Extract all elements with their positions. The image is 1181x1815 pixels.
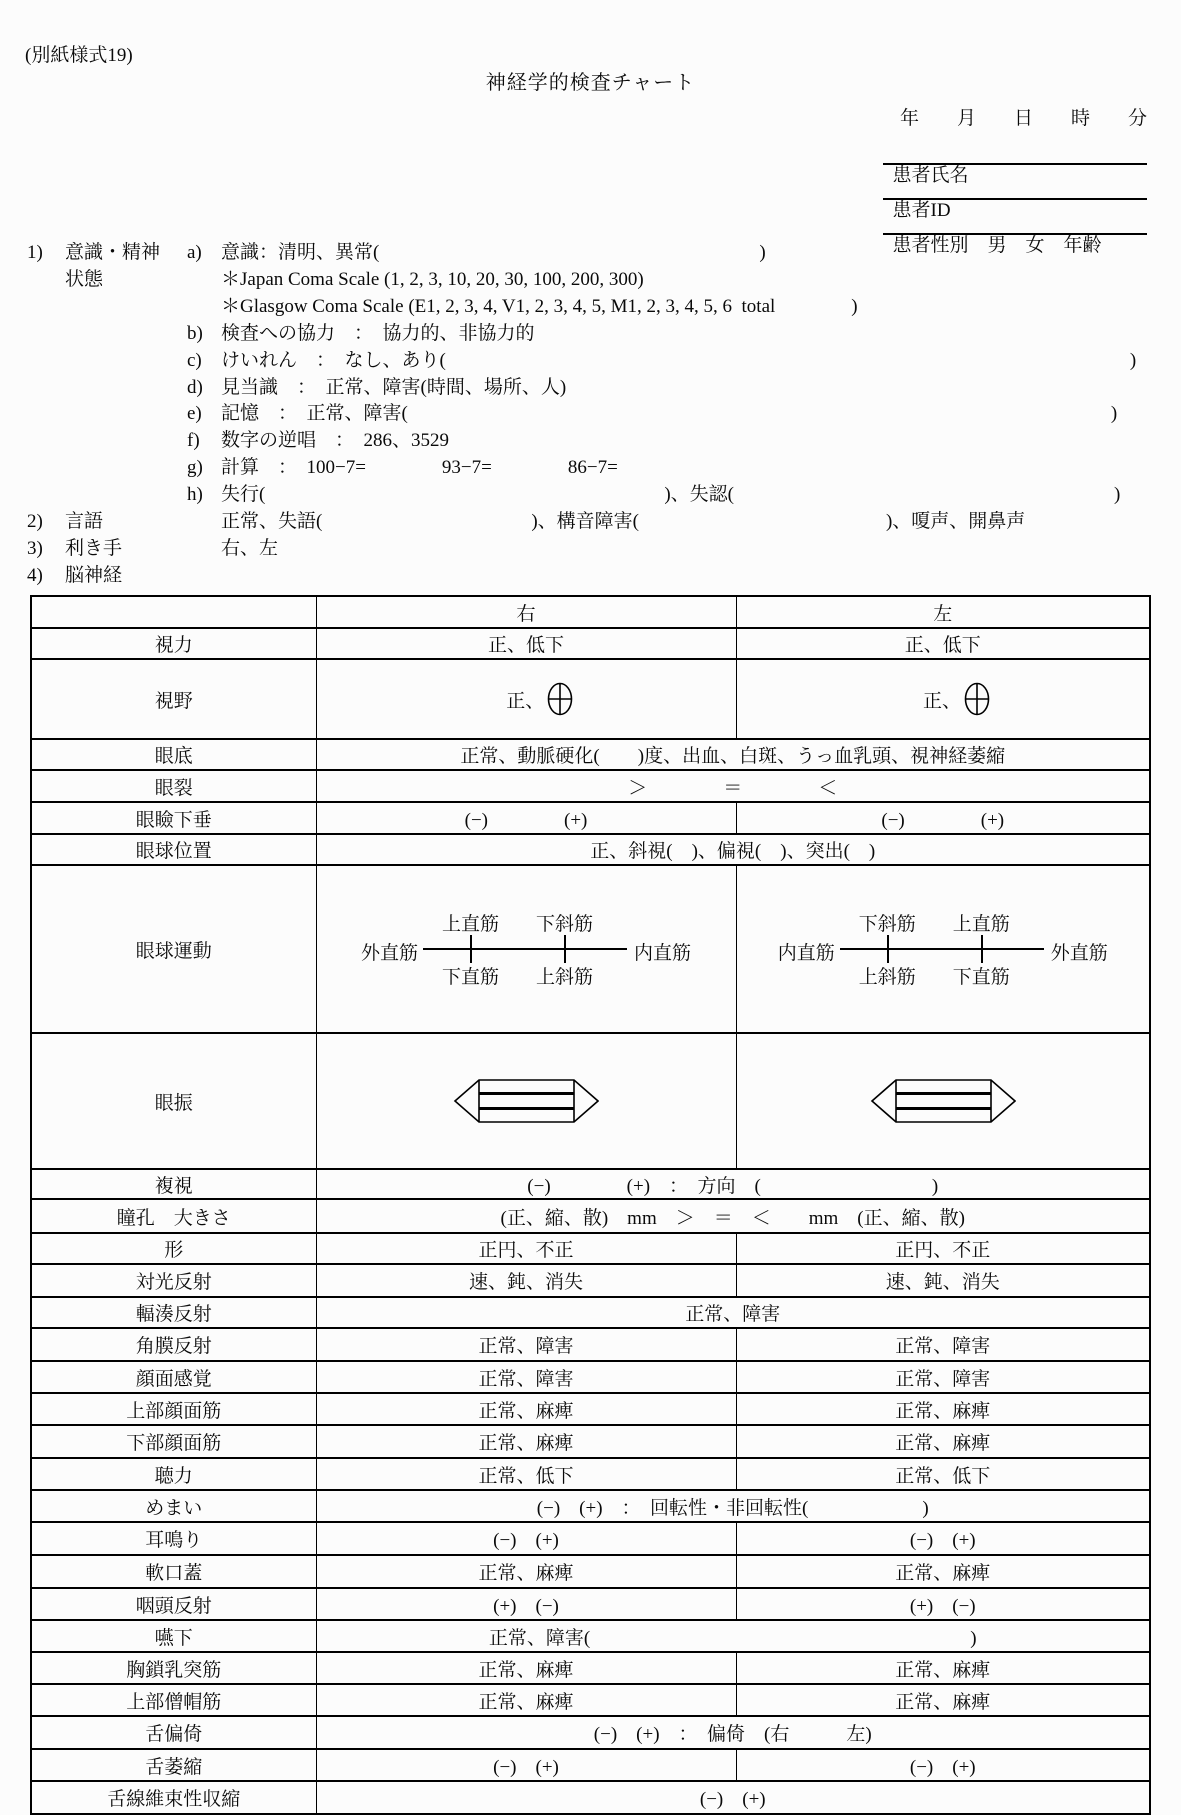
item-letter: b) <box>187 322 203 344</box>
item-number <box>27 482 65 509</box>
cell-left: 正常、麻痺 <box>736 1393 1150 1425</box>
item-text: 意識：清明、異常( ) <box>221 242 766 263</box>
table-row <box>31 1328 1150 1361</box>
row-label: 嚥下 <box>31 1620 316 1652</box>
row-label: 眼裂 <box>31 770 316 802</box>
item-number: 3) <box>27 537 43 559</box>
row-label: 角膜反射 <box>31 1328 316 1361</box>
cell-left: 正円、不正 <box>736 1233 1150 1264</box>
item-text: 見当識 ： 正常、障害(時間、場所、人) <box>221 376 567 398</box>
muscle-label: 下斜筋 <box>858 914 916 935</box>
table-row <box>31 1264 1150 1297</box>
list-line <box>27 321 1177 348</box>
list-line <box>27 375 1177 402</box>
item-category: 状態 <box>65 268 104 290</box>
list-line <box>27 455 1177 482</box>
cell-right: 正円、不正 <box>316 1233 736 1264</box>
cell-left: 正常、麻痺 <box>736 1425 1150 1458</box>
muscle-label: 外直筋 <box>1050 943 1108 964</box>
muscle-label: 内直筋 <box>633 943 691 964</box>
item-category <box>65 455 187 482</box>
cell-left <box>736 1033 1150 1169</box>
item-text: 検査への協力 ： 協力的、非協力的 <box>221 322 535 344</box>
tick-mark <box>981 935 983 963</box>
item-number <box>27 375 65 402</box>
item-category: 意識・精神 <box>65 242 161 263</box>
muscle-label: 上直筋 <box>442 914 500 935</box>
item-number <box>27 321 65 348</box>
nystagmus-strip-icon <box>870 1078 1016 1124</box>
item-category: 利き手 <box>65 537 123 559</box>
cell-right: 正常、障害 <box>316 1361 736 1393</box>
cell-left: 正常、麻痺 <box>736 1684 1150 1716</box>
row-label: 下部顔面筋 <box>31 1425 316 1458</box>
cell-right: 速、鈍、消失 <box>316 1264 736 1297</box>
item-letter <box>187 536 221 563</box>
item-letter: c) <box>187 349 202 371</box>
item-number <box>27 348 65 375</box>
cell-right: (−) (+) <box>316 1749 736 1781</box>
item-category: 脳神経 <box>65 564 123 586</box>
table-header-row <box>31 596 1150 628</box>
cell-text: 正、 <box>922 690 961 712</box>
cell-right: (−) (+) <box>316 1522 736 1555</box>
list-line <box>27 294 1177 321</box>
muscle-label: 上斜筋 <box>858 967 916 988</box>
item-number: 4) <box>27 564 43 586</box>
item-letter: d) <box>187 376 203 398</box>
row-label: 舌偏倚 <box>31 1716 316 1749</box>
table-row <box>31 1555 1150 1588</box>
table-row-eye-movement <box>31 865 1150 1033</box>
muscle-label: 上直筋 <box>952 914 1010 935</box>
list-line <box>27 563 1177 590</box>
cell-right: 正常、麻痺 <box>316 1684 736 1716</box>
table-row <box>31 1425 1150 1458</box>
item-letter <box>187 267 221 294</box>
item-category <box>65 348 187 375</box>
muscle-label: 下直筋 <box>952 967 1010 988</box>
cell-right: 正常、障害 <box>316 1328 736 1361</box>
table-row <box>31 739 1150 770</box>
item-letter <box>187 294 221 321</box>
table-row-nystagmus <box>31 1033 1150 1169</box>
item-text: けいれん ： なし、あり( ) <box>221 349 1137 371</box>
row-label: 眼瞼下垂 <box>31 802 316 834</box>
cell-span: 正常、動脈硬化( )度、出血、白斑、うっ血乳頭、視神経萎縮 <box>316 739 1150 770</box>
row-label: 舌線維束性収縮 <box>31 1781 316 1814</box>
row-label: めまい <box>31 1490 316 1522</box>
cell-span: (−) (+) <box>316 1781 1150 1814</box>
list-line <box>27 240 1177 267</box>
list-line <box>27 482 1177 509</box>
circle-cross-icon <box>963 682 991 716</box>
row-label: 咽頭反射 <box>31 1588 316 1620</box>
row-label: 複視 <box>31 1169 316 1199</box>
cell-left: 正常、障害 <box>736 1328 1150 1361</box>
cell-span: 正、斜視( )、偏視( )、突出( ) <box>316 834 1150 865</box>
cell-span: ＞ ＝ ＜ <box>316 770 1150 802</box>
cell-left: (−) (+) <box>736 1522 1150 1555</box>
row-label: 輻湊反射 <box>31 1297 316 1328</box>
patient-id-field <box>883 173 1147 221</box>
table-row <box>31 1393 1150 1425</box>
table-row <box>31 1749 1150 1781</box>
muscle-label: 下斜筋 <box>536 914 594 935</box>
item-text: 正常、失語( )、構音障害( )、嗄声、開鼻声 <box>221 511 1026 533</box>
row-label <box>31 596 316 628</box>
item-category <box>65 428 187 455</box>
table-row <box>31 802 1150 834</box>
item-text: 数字の逆唱 ： 286、3529 <box>221 430 450 452</box>
form-number: (別紙様式19) <box>25 45 133 66</box>
cell-span: 正常、障害 <box>316 1297 1150 1328</box>
muscle-label: 外直筋 <box>361 943 419 964</box>
row-label: 聴力 <box>31 1458 316 1490</box>
cell-right: 正常、麻痺 <box>316 1393 736 1425</box>
eye-movement-diagram-right <box>361 910 691 988</box>
patient-sex-age-field <box>883 208 1147 256</box>
item-letter: a) <box>187 242 202 263</box>
row-label: 上部顔面筋 <box>31 1393 316 1425</box>
nystagmus-strip-icon <box>453 1078 599 1124</box>
table-row <box>31 1199 1150 1233</box>
patient-id-label: 患者ID <box>892 200 951 221</box>
table-row <box>31 1716 1150 1749</box>
circle-cross-icon <box>546 682 574 716</box>
item-letter: f) <box>187 430 200 452</box>
item-category <box>65 375 187 402</box>
item-letter: h) <box>187 484 203 506</box>
cell-span: 正常、障害( ) <box>316 1620 1150 1652</box>
row-label: 眼球位置 <box>31 834 316 865</box>
eye-movement-diagram-left <box>778 910 1108 988</box>
item-text: ＊Glasgow Coma Scale (E1, 2, 3, 4, V1, 2, 3, 4, 5, M1, 2, 3, 4, 5, 6 total ) <box>221 295 858 317</box>
row-label: 胸鎖乳突筋 <box>31 1652 316 1684</box>
column-header-left: 左 <box>736 596 1150 628</box>
row-label: 対光反射 <box>31 1264 316 1297</box>
muscle-label: 内直筋 <box>777 943 835 964</box>
cell-left: 速、鈍、消失 <box>736 1264 1150 1297</box>
cell-left: 正、低下 <box>736 628 1150 659</box>
item-number: 1) <box>27 242 43 263</box>
row-label: 軟口蓋 <box>31 1555 316 1588</box>
patient-name-field <box>883 138 1147 186</box>
row-label: 舌萎縮 <box>31 1749 316 1781</box>
table-row <box>31 1169 1150 1199</box>
table-row <box>31 1233 1150 1264</box>
item-number <box>27 428 65 455</box>
cell-span: (−) (+) ： 偏倚 (右 左) <box>316 1716 1150 1749</box>
item-letter <box>187 509 221 536</box>
table-row <box>31 1652 1150 1684</box>
page-title: 神経学的検査チャート <box>485 72 696 94</box>
item-text: 失行( )、失認( ) <box>221 484 1121 506</box>
column-header-right: 右 <box>316 596 736 628</box>
table-row <box>31 1620 1150 1652</box>
row-label: 視野 <box>31 659 316 739</box>
list-line <box>27 509 1177 536</box>
datetime-labels: 年 月 日 時 分 <box>899 108 1147 129</box>
list-line <box>27 428 1177 455</box>
row-label: 瞳孔 大きさ <box>31 1199 316 1233</box>
table-row <box>31 1361 1150 1393</box>
table-row <box>31 1297 1150 1328</box>
cell-left: (−) (+) <box>736 802 1150 834</box>
item-text: 記憶 ： 正常、障害( ) <box>221 403 1118 425</box>
item-category <box>65 482 187 509</box>
item-number <box>27 267 65 294</box>
table-row <box>31 1458 1150 1490</box>
cell-right: 正常、麻痺 <box>316 1425 736 1458</box>
cell-left: 正常、麻痺 <box>736 1652 1150 1684</box>
item-number: 2) <box>27 511 43 533</box>
item-number <box>27 401 65 428</box>
list-line <box>27 536 1177 563</box>
item-text: 計算 ： 100−7= 93−7= 86−7= <box>221 457 618 479</box>
item-category <box>65 294 187 321</box>
table-row <box>31 1781 1150 1814</box>
cell-left: (+) (−) <box>736 1588 1150 1620</box>
cranial-nerve-table <box>30 595 1151 1815</box>
cell-right: 正常、麻痺 <box>316 1652 736 1684</box>
row-label: 視力 <box>31 628 316 659</box>
cell-span: (−) (+) ： 回転性・非回転性( ) <box>316 1490 1150 1522</box>
cell-left: 正常、麻痺 <box>736 1555 1150 1588</box>
item-category <box>65 321 187 348</box>
cell-right: (−) (+) <box>316 802 736 834</box>
row-label: 耳鳴り <box>31 1522 316 1555</box>
item-letter <box>187 563 221 590</box>
row-label: 眼底 <box>31 739 316 770</box>
item-number <box>27 294 65 321</box>
table-row <box>31 1684 1150 1716</box>
item-text: 右、左 <box>221 537 279 559</box>
list-line <box>27 267 1177 294</box>
item-letter: g) <box>187 457 203 479</box>
cell-right: 正常、麻痺 <box>316 1555 736 1588</box>
muscle-label: 上斜筋 <box>536 967 594 988</box>
patient-sex-age-label: 患者性別 男 女 年齢 <box>892 235 1102 256</box>
table-row <box>31 628 1150 659</box>
row-label: 眼球運動 <box>31 865 316 1033</box>
cell-right <box>316 1033 736 1169</box>
list-line <box>27 348 1177 375</box>
muscle-label: 下直筋 <box>442 967 500 988</box>
list-line <box>27 401 1177 428</box>
tick-mark <box>887 935 889 963</box>
cell-left: 正常、低下 <box>736 1458 1150 1490</box>
cell-left <box>736 865 1150 1033</box>
tick-mark <box>564 935 566 963</box>
axis-line <box>840 948 1044 950</box>
table-row <box>31 659 1150 739</box>
table-row <box>31 834 1150 865</box>
cell-right <box>316 659 736 739</box>
patient-name-label: 患者氏名 <box>892 165 969 186</box>
item-category: 言語 <box>65 511 104 533</box>
tick-mark <box>470 935 472 963</box>
row-label: 形 <box>31 1233 316 1264</box>
cell-left: 正常、障害 <box>736 1361 1150 1393</box>
item-number <box>27 455 65 482</box>
cell-right: 正常、低下 <box>316 1458 736 1490</box>
cell-right: 正、低下 <box>316 628 736 659</box>
cell-span: (正、縮、散) mm ＞ ＝ ＜ mm (正、縮、散) <box>316 1199 1150 1233</box>
row-label: 眼振 <box>31 1033 316 1169</box>
axis-line <box>423 948 627 950</box>
cell-right: (+) (−) <box>316 1588 736 1620</box>
cell-text: 正、 <box>506 690 545 712</box>
item-letter: e) <box>187 403 202 425</box>
item-category <box>65 401 187 428</box>
table-row <box>31 1490 1150 1522</box>
table-row <box>31 1522 1150 1555</box>
cell-left: (−) (+) <box>736 1749 1150 1781</box>
item-text: ＊Japan Coma Scale (1, 2, 3, 10, 20, 30, 100, 200, 300) <box>221 268 644 290</box>
row-label: 顔面感覚 <box>31 1361 316 1393</box>
cell-right <box>316 865 736 1033</box>
cell-left <box>736 659 1150 739</box>
cell-span: (−) (+) ： 方向 ( ) <box>316 1169 1150 1199</box>
row-label: 上部僧帽筋 <box>31 1684 316 1716</box>
exam-item-list <box>27 240 1177 590</box>
table-row <box>31 770 1150 802</box>
table-row <box>31 1588 1150 1620</box>
